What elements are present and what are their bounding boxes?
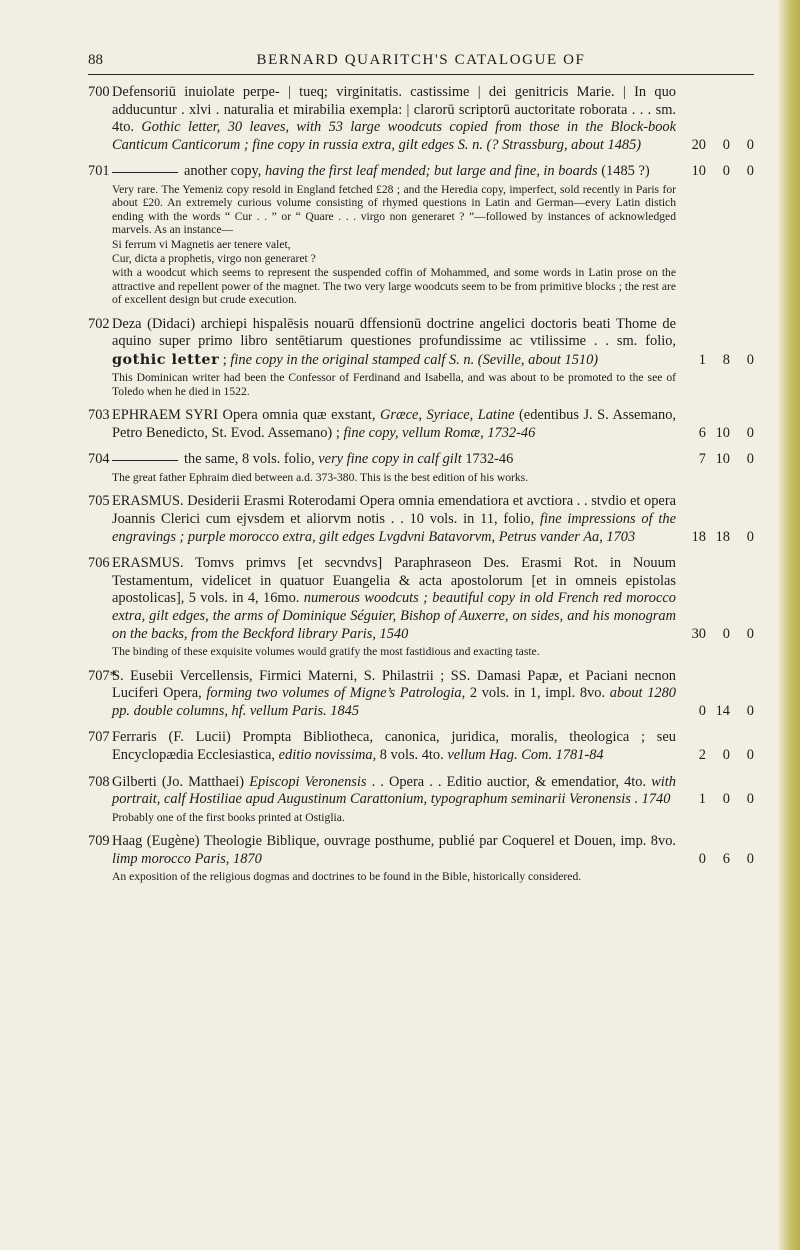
price-pounds: 0	[698, 702, 706, 719]
page-header	[88, 52, 754, 82]
catalogue-entry	[88, 451, 754, 484]
catalogue-entry	[88, 84, 754, 154]
entry-text: , 8 vols. 4to.	[372, 746, 448, 763]
entry-text-italic: limp morocco	[112, 850, 192, 867]
verse-line: Cur, dicta a prophetis, virgo non generaret ?	[112, 252, 316, 265]
entry-text: EPHRAEM SYRI Opera omnia quæ exstant,	[112, 407, 381, 424]
price-shillings: 0	[722, 746, 730, 763]
price-pence: 0	[746, 136, 754, 153]
entry-text: Haag (Eugène) Theologie Biblique, ouvrage posthume, publié par Coquerel et Douen, imp. 8vo.	[112, 833, 676, 850]
price-pounds: 20	[691, 136, 706, 153]
entry-imprint: Hostiliae apud Augustinum Carattonium, typographum seminarii Veronensis . 1740	[185, 791, 671, 808]
entry-text: Deza (Didaci) archiepi hispalēsis nouarū dffensionū doctrine angelici doctoris beati Thome de aquino super primo libro sentētiarum questiones profundissime ac vtilissime . . sm. folio,	[112, 315, 676, 350]
running-title: BERNARD QUARITCH'S CATALOGUE OF	[256, 52, 586, 68]
lot-number: 702	[88, 315, 110, 332]
entry-text-italic: editio novissima	[278, 746, 373, 763]
catalogue-entry	[88, 555, 754, 658]
price-pence: 0	[746, 746, 754, 763]
entry-text: the same, 8 vols. folio,	[184, 451, 319, 468]
entry-note: An exposition of the religious dogmas and doctrines to be found in the Bible, historically considered.	[112, 870, 582, 884]
lot-number: 706	[88, 555, 110, 572]
price-pence: 0	[746, 791, 754, 808]
entry-imprint: Paris, 1870	[191, 850, 262, 867]
entry-text: ;	[219, 351, 231, 368]
entry-price	[676, 451, 754, 469]
entry-text-italic: fine impressions of the engravings ; purple morocco extra, gilt edges	[112, 511, 676, 545]
entry-price	[676, 529, 754, 547]
entry-text-italic: having the first leaf mended; but large and fine, in boards	[264, 163, 598, 180]
price-pounds: 30	[691, 625, 706, 642]
catalogue-entry	[88, 493, 754, 546]
entry-imprint: Hag. Com. 1781-84	[485, 746, 604, 763]
entry-text-italic: about 1280 pp. double columns, hf. vellum	[112, 685, 676, 719]
entry-description	[112, 729, 754, 764]
entry-imprint: 1732-46	[461, 451, 514, 468]
price-pence: 0	[746, 351, 754, 368]
lot-number: 707	[88, 729, 110, 746]
lot-number: 707*	[88, 667, 117, 684]
price-pence: 0	[746, 451, 754, 468]
ditto-dash	[112, 460, 178, 461]
price-pence: 0	[746, 625, 754, 642]
entry-text-blackletter: gothic letter	[112, 350, 220, 368]
entry-text-italic: Gothic letter, 30 leaves, with 53 large woodcuts copied from those in the Block-book Canticum Canticorum ; fine copy in russia extra, gilt edges	[112, 119, 677, 153]
price-pounds: 7	[698, 451, 706, 468]
price-pounds: 10	[691, 163, 706, 180]
entry-description	[112, 163, 754, 181]
entry-note: This Dominican writer had been the Confessor of Ferdinand and Isabella, and was about to be promoted to the see of Toledo when he died in 1522.	[112, 371, 676, 398]
price-shillings: 0	[722, 791, 730, 808]
catalogue-entry	[88, 316, 754, 399]
verse-line: Si ferrum vi Magnetis aer tenere valet,	[112, 237, 291, 251]
entry-text: (edentibus J. S. Assemano, Petro Benedicto, St. Evod. Assemano) ;	[112, 407, 677, 441]
entry-text-italic: fine copy in the original stamped calf	[230, 351, 446, 368]
entry-note	[112, 183, 754, 307]
entry-note: The binding of these exquisite volumes would gratify the most fastidious and exacting taste.	[112, 645, 540, 659]
entry-text-italic: with portrait, calf	[112, 773, 676, 808]
header-rule	[88, 74, 754, 75]
entry-note: The great father Ephraim died between a.d. 373-380. This is the best edition of his works.	[112, 471, 529, 484]
catalogue-entry	[88, 407, 754, 442]
entry-price	[676, 626, 754, 644]
entry-price	[676, 352, 754, 370]
entry-imprint: Lvgdvni Batavorvm, Petrus vander Aa, 1703	[374, 528, 636, 545]
entry-description	[112, 555, 754, 643]
entry-imprint: Paris. 1845	[288, 702, 360, 719]
catalogue-entry	[88, 729, 754, 764]
catalogue-entry	[88, 833, 754, 884]
entry-text: another copy,	[184, 163, 265, 180]
price-pounds: 18	[691, 528, 706, 545]
price-shillings: 0	[722, 625, 730, 642]
entry-imprint: (1485 ?)	[597, 163, 650, 180]
catalogue-entries	[88, 84, 754, 893]
entry-description	[112, 407, 754, 442]
entry-imprint: S. n. (Seville, about 1510)	[445, 351, 599, 368]
price-pence: 0	[746, 528, 754, 545]
price-shillings: 14	[715, 702, 730, 719]
price-pence: 0	[746, 850, 754, 867]
lot-number: 709	[88, 833, 110, 850]
entry-text-italic: numerous woodcuts ; beautiful copy in old French red morocco extra, gilt edges, the arms of Dominique Séguier, Bishop of Auxerre, on sides, and his monogram on the backs, from the Beckford library	[112, 590, 676, 642]
price-shillings: 0	[722, 136, 730, 153]
entry-text-italic: forming two volumes of Migne’s Patrologia	[206, 685, 462, 702]
entry-text: ERASMUS. Desiderii Erasmi Roterodami Opera omnia emendatiora et avctiora . . stvdio et opera Joannis Clerici cum ejvsdem et aliorvm notis . . 10 vols. in 11, folio,	[112, 493, 676, 527]
price-shillings: 18	[715, 528, 730, 545]
entry-price	[676, 137, 754, 155]
price-pence: 0	[746, 424, 754, 441]
lot-number: 704	[88, 451, 110, 468]
page-edge	[778, 0, 800, 1250]
price-pounds: 2	[698, 746, 706, 763]
entry-description	[112, 84, 754, 154]
price-pounds: 1	[698, 351, 706, 368]
entry-price	[676, 791, 754, 809]
entry-description	[112, 493, 754, 546]
price-pence: 0	[746, 163, 754, 180]
page-number: 88	[88, 52, 103, 68]
entry-text-italic: Episcopi Veronensis	[249, 773, 367, 790]
lot-number: 703	[88, 407, 110, 424]
entry-text-italic: vellum	[447, 746, 486, 763]
entry-text: . . Opera . . Editio auctior, & emendatior, 4to.	[366, 773, 652, 790]
note-text: with a woodcut which seems to represent the suspended coffin of Mohammed, and some words in Latin prose on the attractive and repellent power of the magnet. The two very large woodcuts seem to be from primitive blocks ; the rest are of excellent design but crude execution.	[112, 266, 676, 307]
entry-description	[112, 668, 754, 721]
entry-text-italic: very fine copy in calf gilt	[318, 451, 462, 468]
lot-number: 708	[88, 773, 110, 790]
entry-price	[676, 703, 754, 721]
entry-price	[676, 851, 754, 869]
entry-note: Probably one of the first books printed at Ostiglia.	[112, 810, 345, 824]
entry-text: ERASMUS. Tomvs primvs [et secvndvs] Paraphraseon Des. Erasmi Rot. in Nouum Testamentum, videlicet in quatuor Euangelia & acta apostolorum [et in omneis epistolas apostolicas], 5 vols. in 4, 16mo.	[112, 555, 676, 607]
price-shillings: 6	[722, 850, 730, 867]
lot-number: 700	[88, 84, 110, 100]
entry-imprint: S. n. (? Strassburg, about 1485)	[454, 136, 642, 153]
entry-imprint: Paris, 1540	[337, 625, 409, 642]
entry-text: Ferraris (F. Lucii) Prompta Bibliotheca, canonica, juridica, moralis, theologica ; seu Encyclopædia Ecclesiastica,	[112, 729, 676, 763]
entry-text: Defensoriū inuiolate perpe- | tueq; virginitatis. castissime | dei genitricis Marie. | In quo adducuntur . xlvi . naturalia et mirabilia exempla: | clarorū scriptorū auctoritate roborata . . . sm. 4to.	[112, 84, 676, 136]
entry-text: , 2 vols. in 1, impl. 8vo.	[461, 685, 610, 702]
price-shillings: 10	[715, 424, 730, 441]
price-pounds: 0	[698, 850, 706, 867]
ditto-dash	[112, 172, 178, 173]
lot-number: 701	[88, 163, 110, 180]
entry-text: Gilberti (Jo. Matthaei)	[112, 773, 250, 790]
price-pounds: 1	[698, 791, 706, 808]
entry-text: S. Eusebii Vercellensis, Firmici Materni, S. Philastrii ; SS. Damasi Papæ, et Paciani necnon Luciferi Opera,	[112, 667, 676, 702]
price-pence: 0	[746, 702, 754, 719]
entry-imprint: Romæ, 1732-46	[440, 424, 536, 441]
price-shillings: 8	[722, 351, 730, 368]
lot-number: 705	[88, 493, 110, 510]
entry-text-italic: Græce, Syriace, Latine	[380, 407, 515, 424]
price-shillings: 10	[715, 451, 730, 468]
note-text: Very rare. The Yemeniz copy resold in England fetched £28 ; and the Heredia copy, imperfect, sold recently in Paris for about £20. An extremely curious volume consisting of rhymed questions in Latin and German—every Latin distich ending with the words “ Cur . . ” or “ Quare . . . virgo non generaret ? ”—followed by instances of acknowledged marvels. As an instance—	[112, 182, 676, 237]
entry-price	[676, 747, 754, 765]
entry-text-italic: fine copy, vellum	[343, 424, 441, 441]
entry-price	[676, 425, 754, 443]
price-shillings: 0	[722, 163, 730, 180]
catalogue-entry	[88, 774, 754, 825]
entry-description	[112, 833, 754, 868]
entry-price	[676, 163, 754, 181]
catalogue-entry	[88, 668, 754, 721]
price-pounds: 6	[698, 424, 706, 441]
entry-description	[112, 774, 754, 809]
entry-description	[112, 451, 754, 469]
entry-description	[112, 316, 754, 370]
catalogue-entry	[88, 163, 754, 306]
